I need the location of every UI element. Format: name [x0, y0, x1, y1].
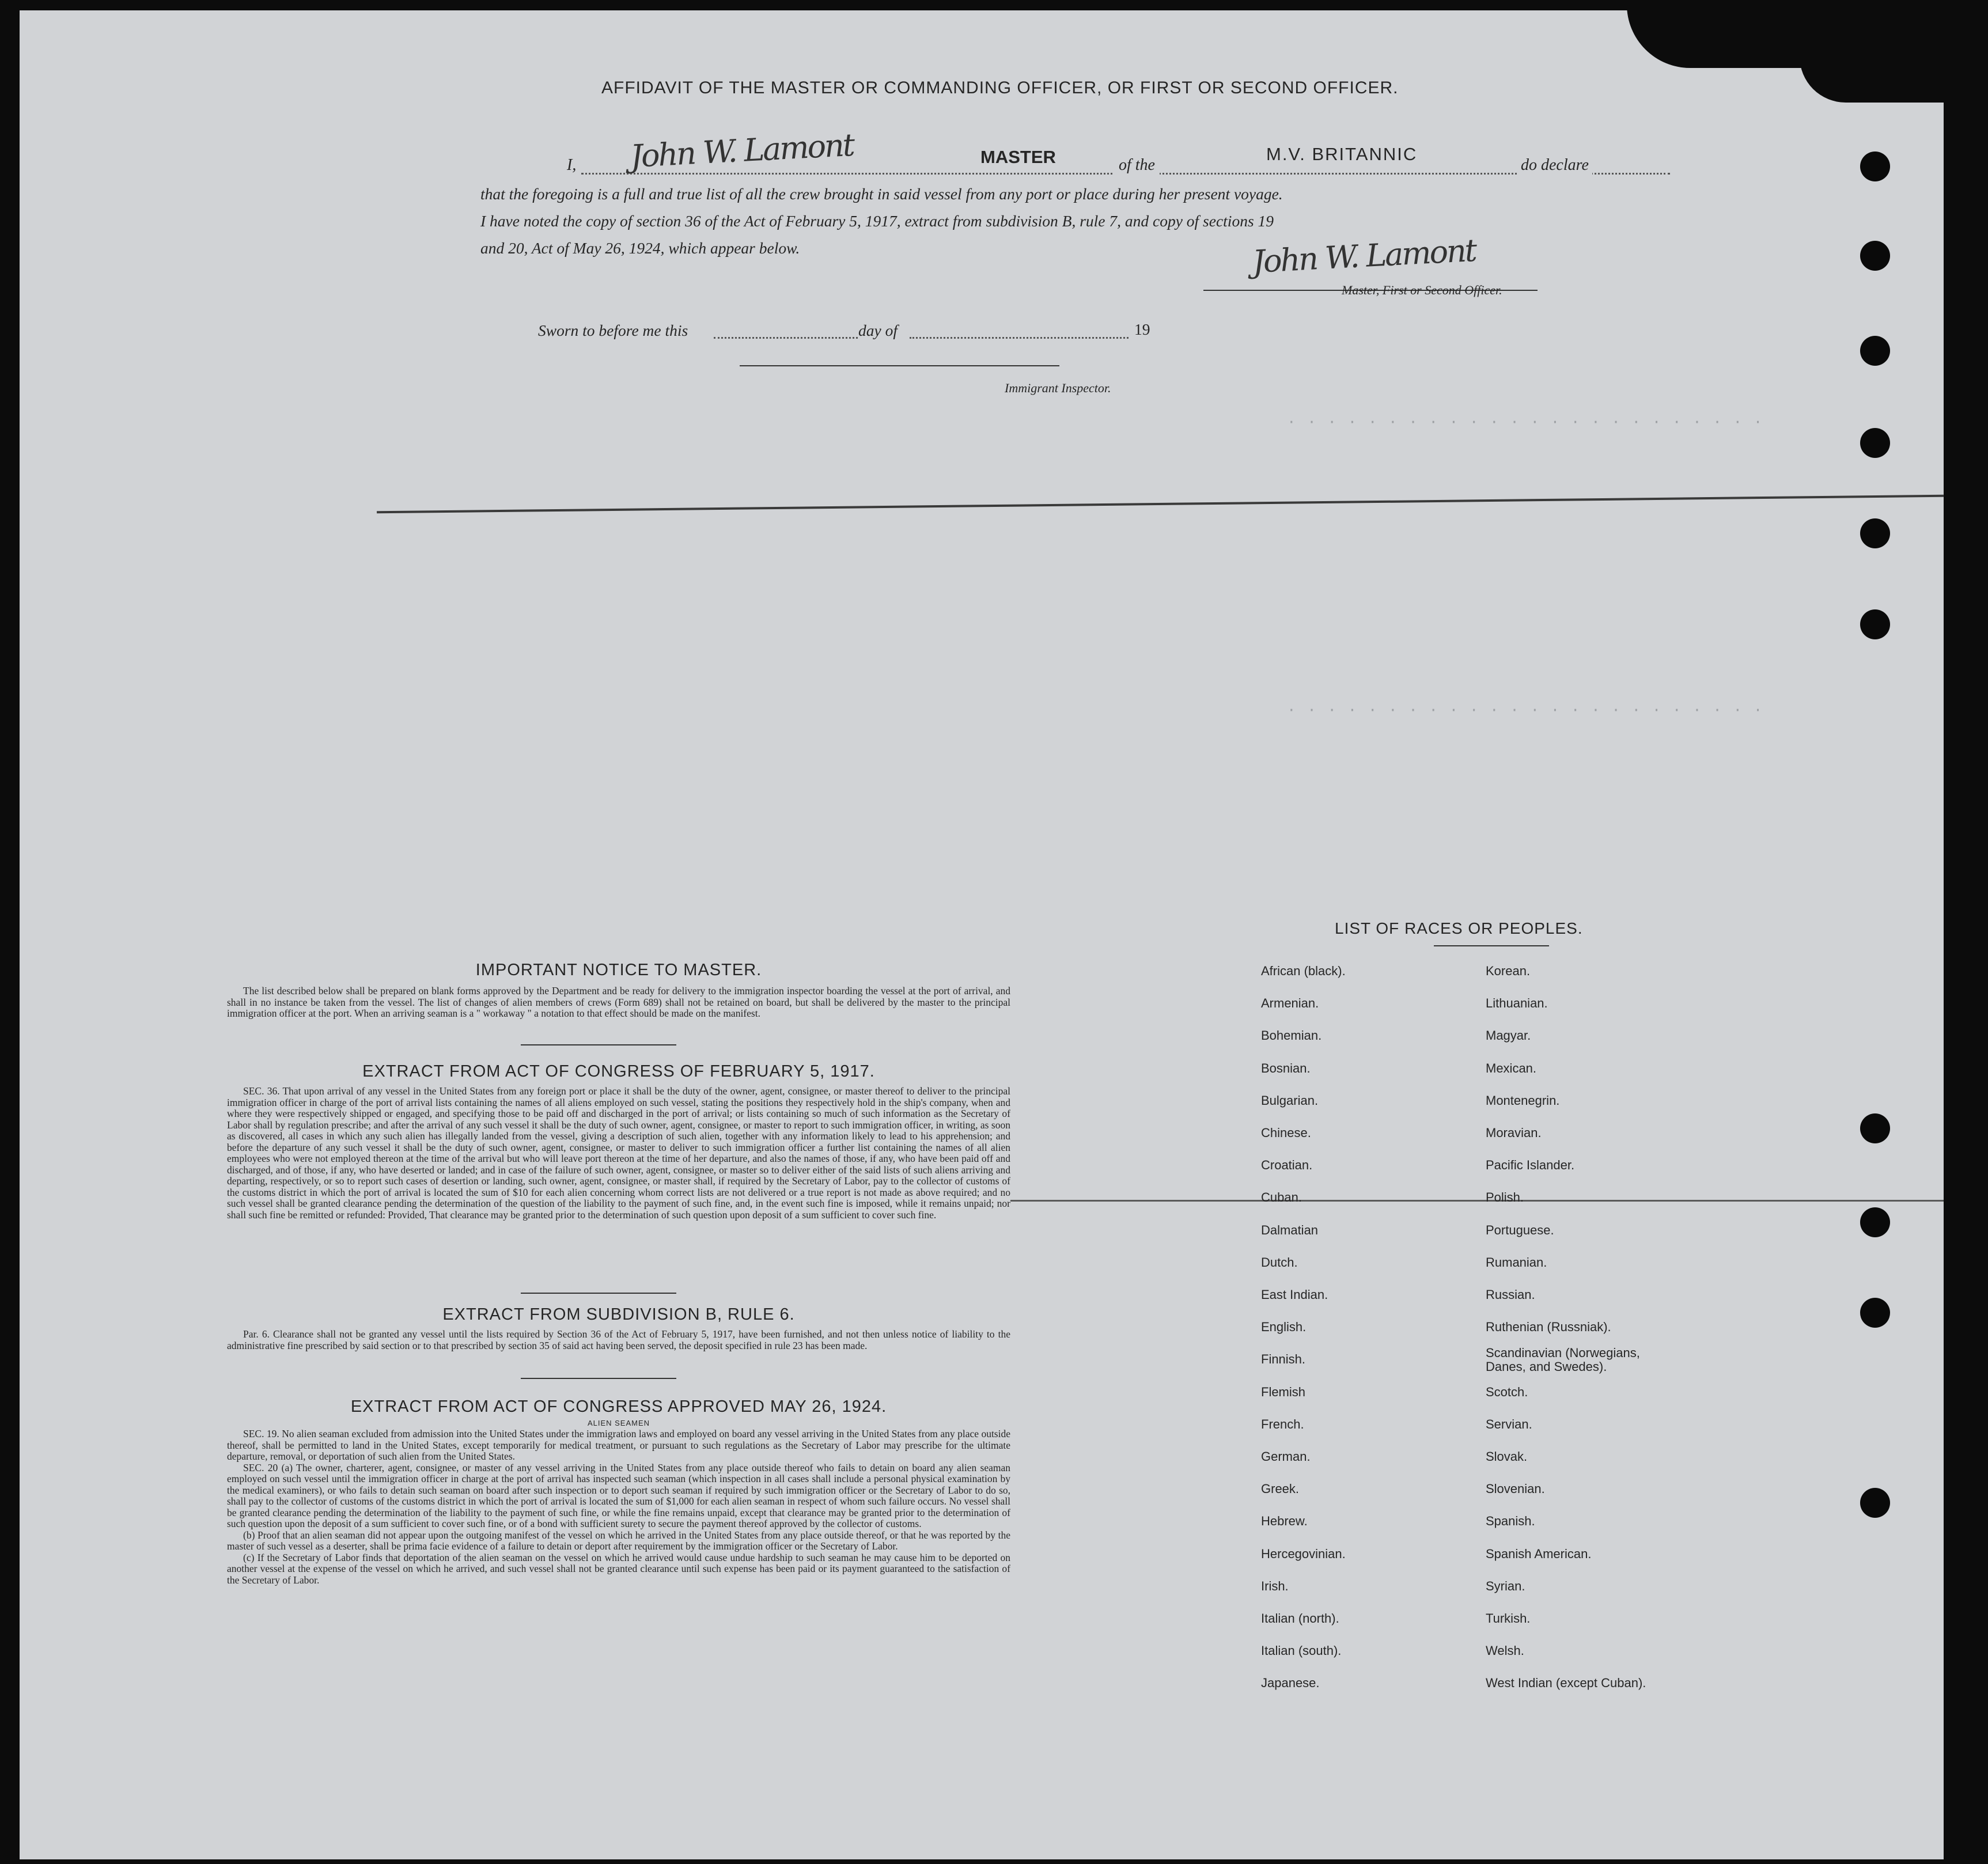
bleed-through-text: · · · · · · · · · · · · · · · · · · · · · · · · — [1287, 702, 1764, 719]
bleed-through-text: · · · · · · · · · · · · · · · · · · · · · · · · — [1287, 414, 1764, 431]
punch-hole — [1860, 336, 1890, 366]
declaration-line-4: and 20, Act of May 26, 1924, which appear below. — [480, 239, 800, 257]
race-item: Bohemian. — [1261, 1028, 1322, 1043]
master-signature: John W. Lamont — [1251, 232, 1476, 281]
section-divider — [521, 1293, 676, 1294]
race-item: Chinese. — [1261, 1126, 1311, 1140]
race-item: Italian (south). — [1261, 1643, 1342, 1658]
section-divider — [521, 1044, 676, 1045]
race-item: Irish. — [1261, 1578, 1289, 1593]
affidavit-title: AFFIDAVIT OF THE MASTER OR COMMANDING OFFICER, OR FIRST OR SECOND OFFICER. — [601, 78, 1399, 97]
race-item: Welsh. — [1486, 1643, 1524, 1658]
race-item: Ruthenian (Russniak). — [1486, 1320, 1611, 1335]
races-title: LIST OF RACES OR PEOPLES. — [1335, 919, 1583, 937]
race-item: Montenegrin. — [1486, 1093, 1560, 1108]
race-item: Spanish American. — [1486, 1546, 1592, 1561]
race-item: Italian (north). — [1261, 1611, 1339, 1626]
declaration-line-3: I have noted the copy of section 36 of the Act of February 5, 1917, extract from subdivision B, rule 7, and copy of sections 19 — [480, 212, 1274, 230]
punch-hole — [1860, 241, 1890, 271]
manifest-page — [20, 10, 1944, 1859]
race-item: Mexican. — [1486, 1060, 1537, 1075]
punch-hole — [1860, 151, 1890, 181]
subdivision-b-text: Par. 6. Clearance shall not be granted any vessel until the lists required by Section 36 of the Act of February 5, 1917, have been furnished, and not then unless notice of liability to the administrative fine prescribed by said section or to that prescribed by section 35 of said act having been served, the deposit specified in rule 23 has been made. — [227, 1328, 1010, 1351]
race-item: African (black). — [1261, 964, 1346, 978]
race-item: Moravian. — [1486, 1126, 1542, 1140]
alien-seamen-heading: ALIEN SEAMEN — [587, 1419, 650, 1427]
race-item: Cuban. — [1261, 1190, 1302, 1205]
of-the-label: of the — [1114, 156, 1160, 175]
inspector-caption: Immigrant Inspector. — [1005, 381, 1111, 395]
race-item: Magyar. — [1486, 1028, 1531, 1043]
notice-title: IMPORTANT NOTICE TO MASTER. — [475, 961, 762, 979]
race-item: Turkish. — [1486, 1611, 1531, 1626]
race-item: Russian. — [1486, 1287, 1535, 1302]
declaration-line-2: that the foregoing is a full and true list of all the crew brought in said vessel from any port or place during her present voyage. — [480, 185, 1283, 203]
race-item: East Indian. — [1261, 1287, 1328, 1302]
race-item: Scotch. — [1486, 1384, 1528, 1399]
sworn-month-line — [910, 337, 1129, 339]
subdivision-b-title: EXTRACT FROM SUBDIVISION B, RULE 6. — [442, 1305, 795, 1324]
race-item: Bosnian. — [1261, 1060, 1311, 1075]
races-title-underline — [1434, 945, 1549, 946]
race-item: Hercegovinian. — [1261, 1546, 1346, 1561]
punch-hole — [1860, 1113, 1890, 1143]
race-item: Syrian. — [1486, 1578, 1525, 1593]
race-item: Servian. — [1486, 1416, 1532, 1431]
notice-section — [227, 961, 1010, 1020]
race-item: Scandinavian (Norwegians, Danes, and Swedes). — [1486, 1346, 1640, 1374]
fold-line — [377, 495, 1944, 513]
sec-20a-text: SEC. 20 (a) The owner, charterer, agent, consignee, or master of any vessel arriving in the United States from any place outside thereof who fails to detain on board any alien seaman employed on such vessel until the immigration officer in charge at the port of arrival has inspected such seaman (which inspection in all cases shall include a personal physical examination by the medical examiners), or who fails to detain such seaman on board after such inspection or to deport such seaman if required by such immigration officer or the Secretary of Labor to do so, shall pay to the collector of customs of the customs district in which the port of arrival is located the sum of $1,000 for each alien seaman in respect of whom such failure occurs. No vessel shall be granted clearance pending the determination of the liability to the payment of such fine, or while the fine remains unpaid, except that clearance may be granted prior to the determination of such question upon the deposit of a sum sufficient to cover such fine, or of a bond with sufficient surety to secure the payment thereof approved by the collector of customs. — [227, 1461, 1010, 1529]
notice-text: The list described below shall be prepared on blank forms approved by the Department and be ready for delivery to the immigration inspector boarding the vessel at the port of arrival, and shall in no instance be taken from the vessel. The list of changes of alien members of crews (Form 689) shall not be retained on board, but shall be delivered by the master to the principal immigration officer at the port. When an arriving seaman is a " workaway " a notation to that effect should be made on the manifest. — [227, 985, 1010, 1019]
race-item: Greek. — [1261, 1482, 1300, 1496]
race-item: Polish. — [1486, 1190, 1524, 1205]
extract-1917-title: EXTRACT FROM ACT OF CONGRESS OF FEBRUARY 5, 1917. — [362, 1062, 875, 1081]
master-caption: Master, First or Second Officer. — [1342, 283, 1502, 297]
year-prefix: 19 — [1134, 320, 1150, 338]
race-item: French. — [1261, 1416, 1304, 1431]
vessel-name[interactable]: M.V. BRITANNIC — [1263, 144, 1421, 165]
officer-signature: John W. Lamont — [629, 126, 854, 175]
race-item: Dalmatian — [1261, 1222, 1319, 1237]
punch-hole — [1860, 428, 1890, 458]
subdivision-b-section — [227, 1305, 1010, 1351]
position-value[interactable]: MASTER — [980, 147, 1056, 167]
race-item: West Indian (except Cuban). — [1486, 1676, 1646, 1691]
race-item: Finnish. — [1261, 1352, 1306, 1367]
race-item: Slovak. — [1486, 1449, 1528, 1464]
race-item: Spanish. — [1486, 1514, 1535, 1529]
punch-hole — [1860, 609, 1890, 639]
race-item: Armenian. — [1261, 996, 1319, 1011]
race-item: Croatian. — [1261, 1158, 1313, 1173]
extract-1917-text: SEC. 36. That upon arrival of any vessel in the United States from any foreign port or place it shall be the duty of the owner, agent, consignee, or master thereof to deliver to the principal immigration officer in charge of the port of arrival lists containing the names of all aliens employed on such vessel, stating the positions they respectively hold in the ship's company, when and where they were respectively shipped or engaged, and specifying those to be paid off and discharged in the port of arrival; or lists containing so much of such information as the Secretary of Labor shall by regulation prescribe; and after the arrival of any such vessel it shall be the duty of such owner, agent, consignee, or master to report to such immigration officer, in writing, as soon as discovered, all cases in which any such alien has illegally landed from the vessel, giving a description of such alien, together with any information likely to lead to his apprehension; and before the departure of any such vessel it shall be the duty of such owner, agent, consignee, or master to deliver to such immigration officer a further list containing the names of all alien employees who were not employed thereon at the time of the arrival but who will leave port thereon at the time of her departure, and also the names of those, if any, who have been paid off and discharged, and of those, if any, who have deserted or landed; and in case of the failure of such owner, agent, consignee, or master so to deliver either of the said lists of such aliens arriving and departing, respectively, or so to report such cases of desertion or landing, such owner, agent, consignee, or master shall, if required by the Secretary of Labor, pay to the collector of customs of the customs district in which the port of arrival is located the sum of $10 for each alien concerning whom correct lists are not delivered or a true report is not made as above required; and no such vessel shall be granted clearance pending the determination of the question of the liability to the payment of such fine, and, in the event such fine is imposed, while it remains unpaid; nor shall such fine be remitted or refunded: Provided, That clearance may be granted prior to the determination of such question upon deposit of a sum sufficient to cover such fine. — [227, 1085, 1010, 1221]
race-item: Japanese. — [1261, 1676, 1320, 1691]
race-item: Slovenian. — [1486, 1482, 1545, 1496]
sworn-day-line — [714, 337, 858, 339]
fold-line — [1010, 1200, 1944, 1202]
section-divider — [521, 1378, 676, 1379]
race-item: Lithuanian. — [1486, 996, 1548, 1011]
inspector-signature-line — [740, 365, 1059, 366]
sec-19-text: SEC. 19. No alien seaman excluded from admission into the United States under the immigration laws and employed on board any vessel arriving in the United States from any place outside thereof, shall be permitted to land in the United States, except temporarily for medical treatment, or pursuant to such regulations as the Secretary of Labor may prescribe for the ultimate departure, removal, or deportation of such alien from the United States. — [227, 1428, 1010, 1462]
race-item: Hebrew. — [1261, 1514, 1308, 1529]
race-item: Bulgarian. — [1261, 1093, 1319, 1108]
extract-1924-title: EXTRACT FROM ACT OF CONGRESS APPROVED MAY 26, 1924. — [350, 1397, 887, 1416]
punch-hole — [1860, 1298, 1890, 1328]
race-item: Portuguese. — [1486, 1222, 1554, 1237]
race-item: German. — [1261, 1449, 1311, 1464]
race-item: Pacific Islander. — [1486, 1158, 1575, 1173]
race-item: Dutch. — [1261, 1255, 1298, 1270]
race-item: Korean. — [1486, 964, 1531, 978]
i-label: I, — [567, 156, 577, 174]
race-item: Flemish — [1261, 1384, 1306, 1399]
race-item: English. — [1261, 1320, 1307, 1335]
do-declare-label: do declare — [1517, 156, 1592, 175]
punch-hole — [1860, 1488, 1890, 1518]
sworn-label: Sworn to before me this — [538, 321, 688, 339]
sec-20b-text: (b) Proof that an alien seaman did not appear upon the outgoing manifest of the vessel on which he arrived in the United States from any place outside thereof, or that he was reported by the master of such vessel as a deserter, shall be prima facie evidence of a failure to detain or deport after requirement by the immigration officer or the Secretary of Labor. — [227, 1529, 1010, 1552]
extract-1917-section — [227, 1062, 1010, 1221]
sec-20c-text: (c) If the Secretary of Labor finds that deportation of the alien seaman on the vessel on which he arrived would cause undue hardship to such seaman he may cause him to be deported on another vessel at the expense of the vessel on which he arrived, and such vessel shall not be granted clearance until such expense has been paid or its payment guaranteed to the satisfaction of the Secretary of Labor. — [227, 1551, 1010, 1586]
extract-1924-section — [227, 1397, 1010, 1586]
day-of-label: day of — [858, 321, 898, 339]
punch-hole — [1860, 518, 1890, 548]
punch-hole — [1860, 1207, 1890, 1237]
torn-corner-flap — [1800, 45, 1944, 103]
race-item: Rumanian. — [1486, 1255, 1547, 1270]
